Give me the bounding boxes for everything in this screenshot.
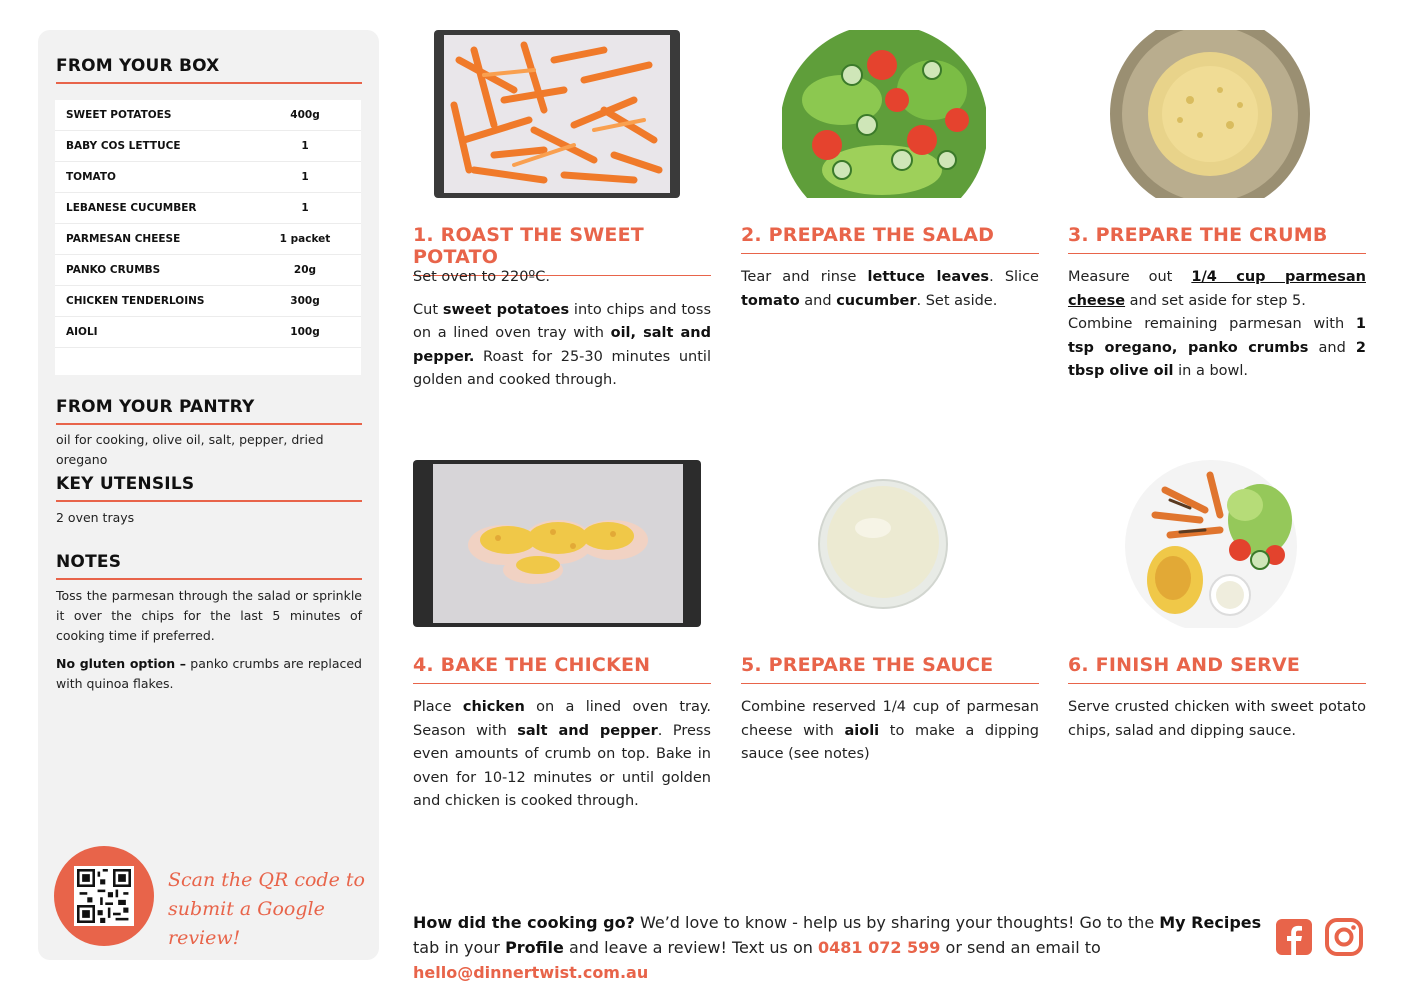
notes-rest: panko crumbs are replaced with quinoa flakes. — [56, 656, 362, 691]
step-2-title: 2. PREPARE THE SALAD — [741, 224, 1039, 254]
sauce-bowl-image — [817, 478, 949, 610]
step-paragraph — [1068, 313, 1366, 384]
ingredient-qty: 1 packet — [279, 233, 331, 245]
key-utensils-heading: KEY UTENSILS — [56, 474, 362, 502]
notes-heading: NOTES — [56, 552, 362, 580]
ingredient-name: TOMATO — [66, 171, 116, 183]
step-text: Measure out — [1068, 269, 1192, 285]
ingredient-qty: 100g — [290, 326, 320, 338]
footer-text: and leave a review! Text us on — [563, 938, 818, 957]
step-text: Place — [413, 699, 463, 715]
ingredient-name: PANKO CRUMBS — [66, 264, 161, 276]
phone-link[interactable]: 0481 072 599 — [817, 938, 941, 957]
ingredient-qty: 1 — [301, 171, 309, 183]
ingredient-qty: 1 — [301, 140, 309, 152]
table-row — [55, 100, 361, 131]
step-text: and — [799, 292, 837, 309]
step-text: Combine remaining parmesan with — [1068, 316, 1356, 332]
ingredient-name: SWEET POTATOES — [66, 109, 172, 121]
ingredient-qty: 400g — [290, 109, 320, 121]
ingredient-name: LEBANESE CUCUMBER — [66, 202, 197, 214]
step-text: Tear and rinse — [741, 269, 868, 285]
step-text: and set aside for step 5. — [1125, 292, 1306, 309]
crumb-bowl-image — [1110, 30, 1310, 198]
step-4-title: 4. BAKE THE CHICKEN — [413, 654, 711, 684]
step-3-title: 3. PREPARE THE CRUMB — [1068, 224, 1366, 254]
step-4-body — [413, 696, 711, 823]
notes-paragraph: Toss the parmesan through the salad or sprinkle it over the chips for the last 5 minutes of cooking time if preferred. — [56, 588, 362, 643]
pantry-text: oil for cooking, olive oil, salt, pepper, dried oregano — [56, 432, 324, 467]
notes-bold: No gluten option – — [56, 656, 187, 671]
step-bold: sweet potatoes — [442, 301, 570, 318]
step-paragraph — [413, 696, 711, 814]
from-your-pantry-heading: FROM YOUR PANTRY — [56, 397, 362, 425]
email-link[interactable]: hello@dinnertwist.com.au — [413, 963, 649, 982]
ingredient-name: AIOLI — [66, 326, 98, 338]
ingredient-qty: 1 — [301, 202, 309, 214]
step-text: . Press even amounts of crumb on top. Bake in oven for 10-12 minutes or until golden and chicken is cooked through. — [413, 722, 711, 809]
step-bold: chicken — [462, 699, 525, 715]
qr-code-badge[interactable] — [54, 846, 154, 946]
footer-bold: My Recipes — [1159, 913, 1262, 932]
ingredient-qty: 20g — [293, 264, 317, 276]
facebook-icon[interactable] — [1275, 918, 1313, 956]
footer-text: or send an email to — [940, 938, 1101, 957]
feedback-footer — [413, 910, 1263, 985]
step-1-body — [413, 266, 711, 402]
step-1-title: 1. ROAST THE SWEET POTATO — [413, 224, 711, 276]
step-paragraph — [1068, 266, 1366, 313]
step-paragraph — [741, 266, 1039, 313]
step-5-title: 5. PREPARE THE SAUCE — [741, 654, 1039, 684]
qr-review-text — [168, 866, 368, 953]
step-bold: cucumber — [836, 292, 917, 309]
step-text: Roast for 25-30 minutes until golden and cooked through. — [413, 348, 711, 388]
step-bold: 1 tsp oregano, panko crumbs — [1068, 316, 1366, 356]
table-row — [55, 317, 361, 348]
table-row — [55, 255, 361, 286]
sweet-potato-tray-image — [434, 30, 680, 198]
ingredient-name: BABY COS LETTUCE — [66, 140, 181, 152]
footer-bold: How did the cooking go? — [413, 913, 635, 932]
notes-text — [56, 586, 362, 702]
step-bold: 2 tbsp olive oil — [1068, 339, 1366, 379]
step-bold: oil, salt and pepper. — [413, 325, 712, 365]
step-text: to make a dipping sauce (see notes) — [741, 722, 1039, 762]
qr-line: Scan the QR code to — [168, 869, 365, 891]
step-bold: tomato — [741, 292, 800, 309]
step-text: Cut — [413, 301, 443, 318]
ingredients-sidebar — [38, 30, 379, 960]
step-3-body — [1068, 266, 1366, 393]
step-bold: aioli — [844, 722, 880, 739]
step-text: and — [1308, 339, 1356, 356]
footer-bold: Profile — [505, 938, 564, 957]
step-bold: lettuce leaves — [867, 269, 990, 285]
qr-line: submit a Google review! — [168, 898, 325, 949]
chicken-tray-image — [413, 460, 701, 627]
step-paragraph: Serve crusted chicken with sweet potato chips, salad and dipping sauce. — [1068, 699, 1366, 739]
plated-meal-image — [1125, 460, 1297, 628]
ingredient-name: CHICKEN TENDERLOINS — [66, 295, 205, 307]
box-ingredients-table — [55, 100, 361, 375]
instagram-icon[interactable] — [1325, 918, 1363, 956]
step-paragraph — [413, 299, 711, 393]
step-text: Combine reserved 1/4 cup of parmesan cheese with — [741, 699, 1039, 739]
qr-code-icon — [74, 866, 134, 926]
step-text: on a lined oven tray. Season with — [413, 699, 711, 739]
step-paragraph: Set oven to 220ºC. — [413, 269, 550, 285]
footer-text: We’d love to know - help us by sharing your thoughts! Go to the — [634, 913, 1160, 932]
step-5-body — [741, 696, 1039, 776]
footer-text: tab in your — [413, 938, 506, 957]
table-row — [55, 286, 361, 317]
table-row — [55, 162, 361, 193]
step-6-body — [1068, 696, 1366, 752]
step-text: . Slice — [989, 269, 1039, 285]
step-paragraph — [741, 696, 1039, 767]
notes-paragraph — [56, 654, 362, 694]
table-row — [55, 131, 361, 162]
table-row — [55, 193, 361, 224]
step-text: . Set aside. — [916, 292, 998, 309]
step-2-body — [741, 266, 1039, 322]
step-underlined: 1/4 cup parmesan cheese — [1068, 269, 1366, 309]
step-text: in a bowl. — [1173, 363, 1249, 379]
ingredient-name: PARMESAN CHEESE — [66, 233, 181, 245]
from-your-box-heading: FROM YOUR BOX — [56, 56, 362, 84]
table-row — [55, 224, 361, 255]
step-text: into chips and toss on a lined oven tray with — [413, 301, 712, 341]
salad-bowl-image — [782, 30, 986, 198]
utensils-text: 2 oven trays — [56, 510, 135, 525]
step-6-title: 6. FINISH AND SERVE — [1068, 654, 1366, 684]
step-bold: salt and pepper — [517, 722, 658, 739]
ingredient-qty: 300g — [290, 295, 320, 307]
